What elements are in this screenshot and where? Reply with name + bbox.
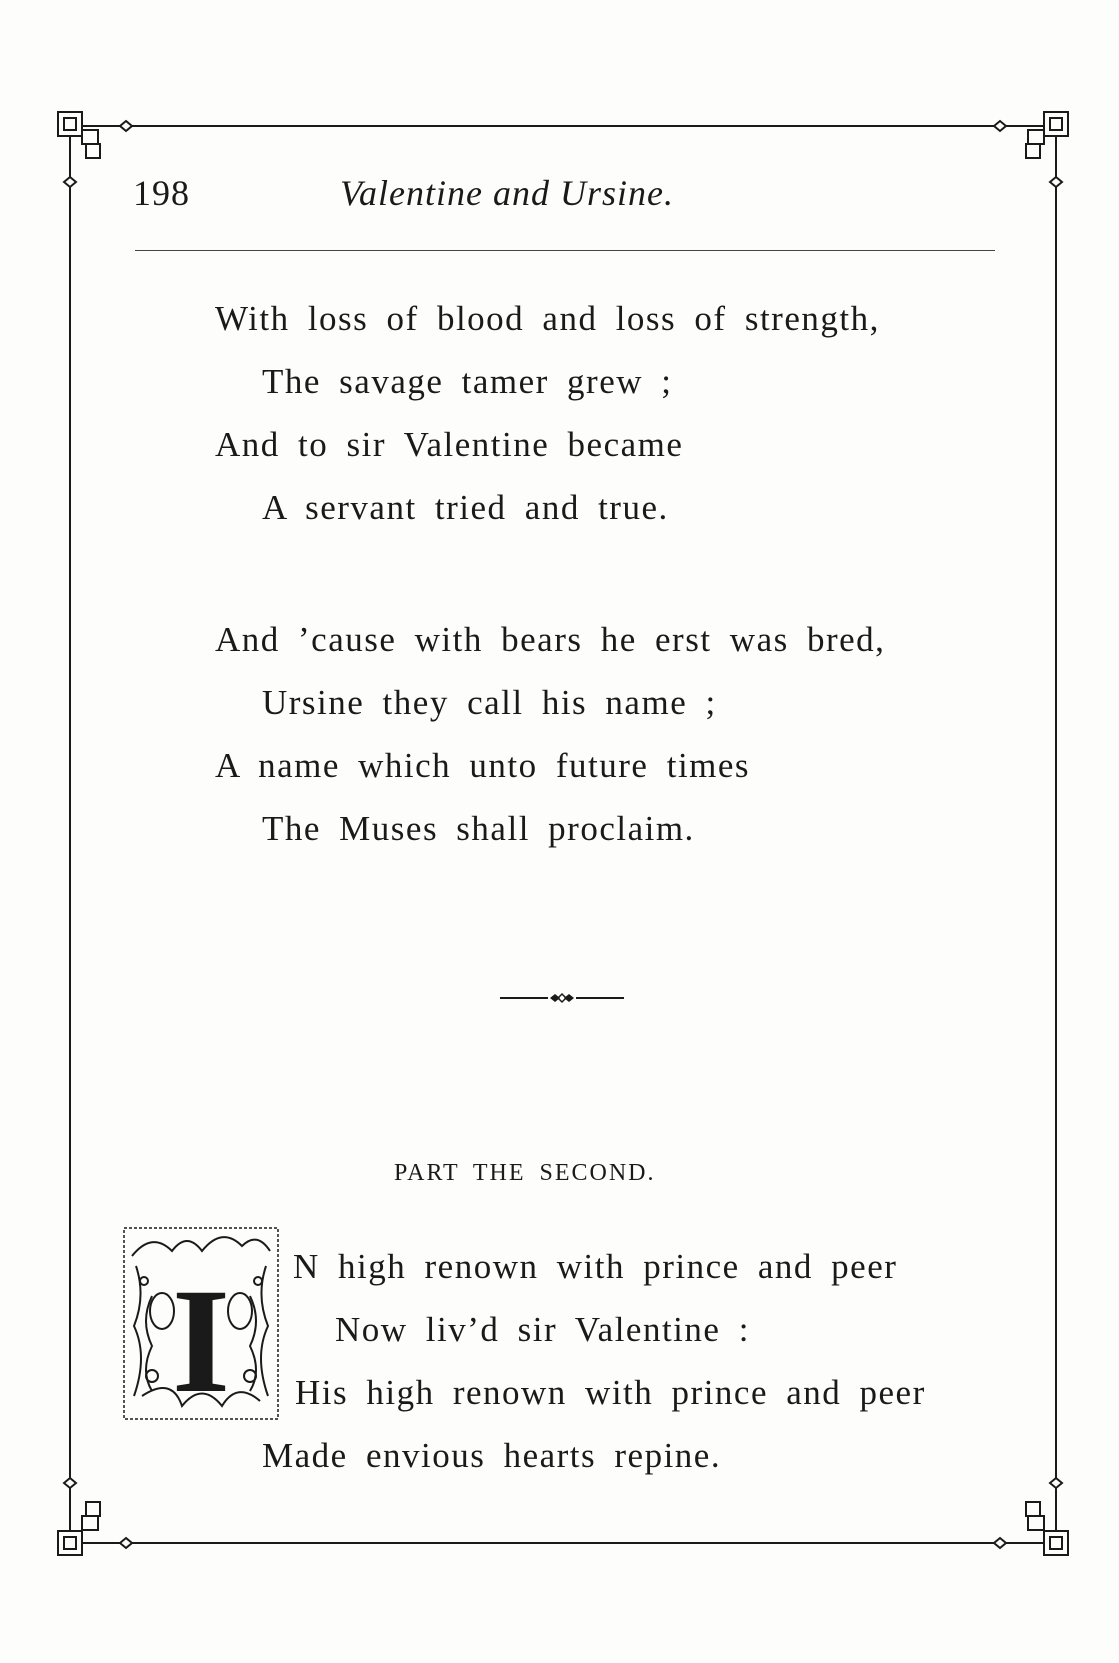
- running-title: Valentine and Ursine.: [340, 173, 674, 213]
- verse-line: Now liv’d sir Valentine :: [335, 1310, 750, 1349]
- drop-cap-letter: I: [171, 1258, 231, 1421]
- divider-ornament-icon: [500, 990, 624, 1006]
- verse-line: N high renown with prince and peer: [293, 1247, 898, 1286]
- verse-line: The Muses shall proclaim.: [262, 809, 695, 848]
- verse-line: A servant tried and true.: [262, 488, 669, 527]
- verse-line: His high renown with prince and peer: [295, 1373, 926, 1412]
- verse-line: Ursine they call his name ;: [262, 683, 717, 722]
- page-number: 198: [133, 173, 190, 213]
- running-header: [0, 0, 1119, 240]
- illuminated-initial-icon: [122, 1226, 280, 1421]
- verse-line: And ’cause with bears he erst was bred,: [215, 620, 886, 659]
- verse-line: And to sir Valentine became: [215, 425, 684, 464]
- verse-line: With loss of blood and loss of strength,: [215, 299, 880, 338]
- part-heading: PART THE SECOND.: [394, 1160, 656, 1186]
- verse-line: A name which unto future times: [215, 746, 751, 785]
- verse-line: The savage tamer grew ;: [262, 362, 673, 401]
- verse-line: Made envious hearts repine.: [262, 1436, 722, 1475]
- header-rule: [135, 250, 995, 251]
